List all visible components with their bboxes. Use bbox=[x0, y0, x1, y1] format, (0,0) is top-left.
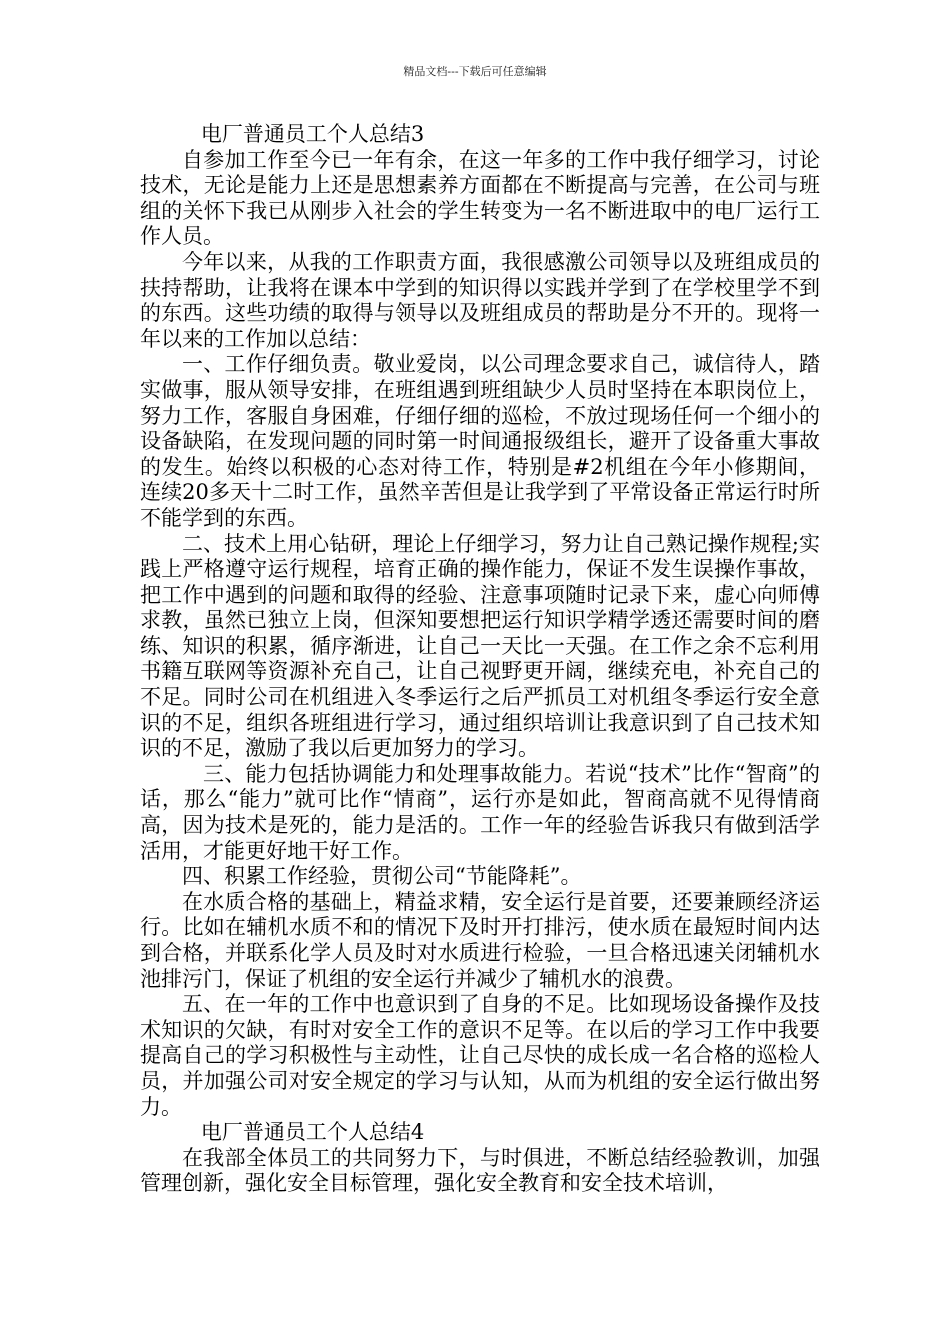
paragraph-point-5: 五、在一年的工作中也意识到了自身的不足。比如现场设备操作及技术知识的欠缺，有时对安全工作的意识不足等。在以后的学习工作中我要提高自己的学习积极性与主动性，让自己尽快的成长成一名合格的巡检人员，并加强公司对安全规定的学习与认知，从而为机组的安全运行做出努力。 bbox=[140, 992, 820, 1119]
paragraph-summary-4: 在我部全体员工的共同努力下，与时俱进，不断总结经验教训，加强管理创新，强化安全目标管理，强化安全教育和安全技术培训， bbox=[140, 1145, 820, 1196]
paragraph-point-2: 二、技术上用心钻研，理论上仔细学习，努力让自己熟记操作规程;实践上严格遵守运行规程，培育正确的操作能力，保证不发生误操作事故，把工作中遇到的问题和取得的经验、注意事项随时记录下来，虚心向师傅求教，虽然已独立上岗，但深知要想把运行知识学精学透还需要时间的磨练、知识的积累，循序渐进，让自己一天比一天强。在工作之余不忘利用书籍互联网等资源补充自己，让自己视野更开阔，继续充电，补充自己的不足。同时公司在机组进入冬季运行之后严抓员工对机组冬季运行安全意识的不足，组织各班组进行学习，通过组织培训让我意识到了自己技术知识的不足，激励了我以后更加努力的学习。 bbox=[140, 531, 820, 761]
paragraph-point-1: 一、工作仔细负责。敬业爱岗，以公司理念要求自己，诚信待人，踏实做事，服从领导安排，在班组遇到班组缺少人员时坚持在本职岗位上，努力工作，客服自身困难，仔细仔细的巡检，不放过现场任何一个细小的设备缺陷，在发现问题的同时第一时间通报级组长，避开了设备重大事故的发生。始终以积极的心态对待工作，特别是#2机组在今年小修期间，连续20多天十二时工作，虽然辛苦但是让我学到了平常设备正常运行时所不能学到的东西。 bbox=[140, 352, 820, 530]
paragraph-intro: 自参加工作至今已一年有余，在这一年多的工作中我仔细学习，讨论技术，无论是能力上还是思想素养方面都在不断提高与完善，在公司与班组的关怀下我已从刚步入社会的学生转变为一名不断进取中的电厂运行工作人员。 bbox=[140, 147, 820, 249]
paragraph-thanks: 今年以来，从我的工作职责方面，我很感激公司领导以及班组成员的扶持帮助，让我将在课本中学到的知识得以实践并学到了在学校里学不到的东西。这些功绩的取得与领导以及班组成员的帮助是分不开的。现将一年以来的工作加以总结： bbox=[140, 249, 820, 351]
paragraph-point-3: 三、能力包括协调能力和处理事故能力。若说“技术”比作“智商”的话，那么“能力”就可比作“情商”，运行亦是如此，智商高就不见得情商高，因为技术是死的，能力是活的。工作一年的经验告诉我只有做到活学活用，才能更好地干好工作。 bbox=[140, 761, 820, 863]
paragraph-point-4: 四、积累工作经验，贯彻公司“节能降耗”。 bbox=[182, 864, 582, 889]
section-heading-3: 电厂普通员工个人总结3 bbox=[200, 122, 425, 146]
section-heading-4: 电厂普通员工个人总结4 bbox=[200, 1120, 425, 1145]
page-header-note: 精品文档---下载后可任意编辑 bbox=[403, 65, 547, 78]
document-body bbox=[140, 122, 820, 1197]
paragraph-water-quality: 在水质合格的基础上，精益求精，安全运行是首要，还要兼顾经济运行。比如在辅机水质不和的情况下及时开打排污，使水质在最短时间内达到合格，并联系化学人员及时对水质进行检验，一旦合格迅速关闭辅机水池排污门，保证了机组的安全运行并减少了辅机水的浪费。 bbox=[140, 889, 820, 991]
